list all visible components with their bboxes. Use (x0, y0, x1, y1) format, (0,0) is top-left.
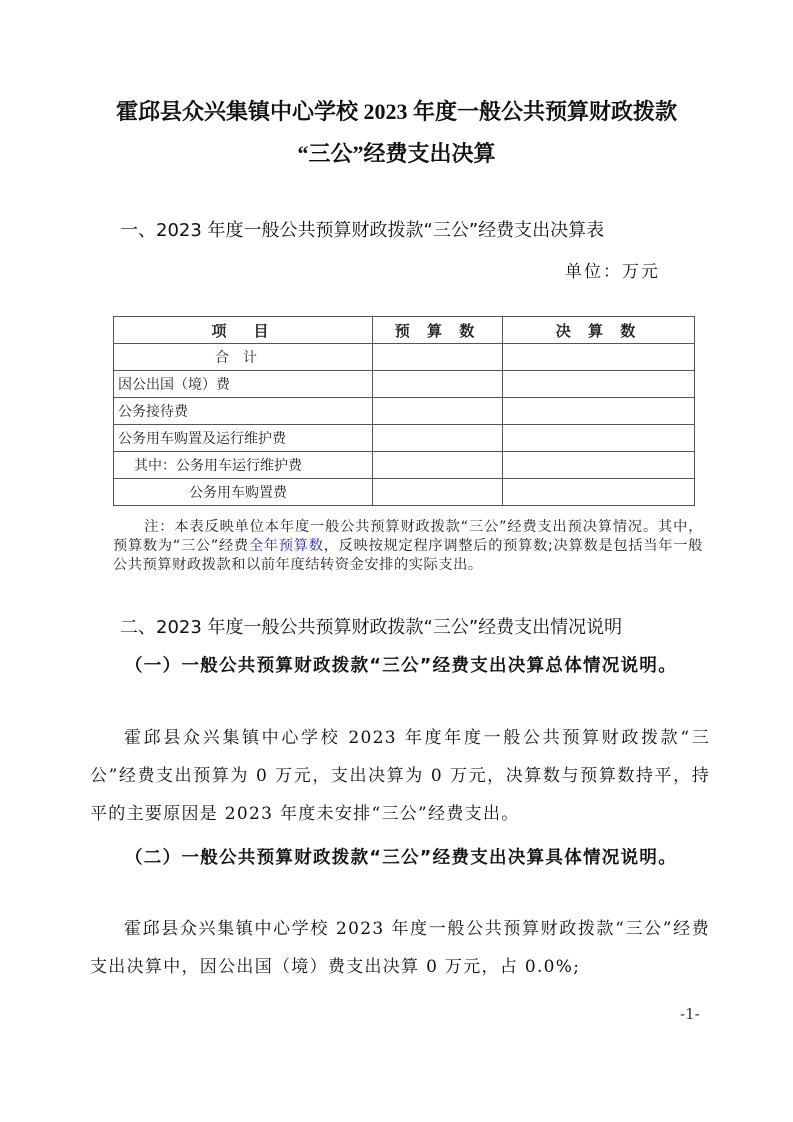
note-text-1: 注：本表反映单位本年度一般公共预算财政拨款“三公”经费支出预决算情况。其中，预算数为“三公”经费 (113, 519, 703, 554)
header-actual: 决 算 数 (503, 317, 695, 344)
note-text-2: ，反映按规定程序调整后的预算数;决算数是包括当年一般公共预算财政拨款和以前年度结转资金安排的实际支出。 (113, 538, 704, 573)
subsection1-paragraph: 霍邱县众兴集镇中心学校 2023 年度年度一般公共预算财政拨款“三公”经费支出预算为 0 万元，支出决算为 0 万元，决算数与预算数持平，持平的主要原因是 2023 年度未安排“三公”经费支出。 (90, 728, 710, 824)
row-budget (373, 371, 503, 398)
table-header-row (114, 317, 695, 344)
row-budget (373, 425, 503, 452)
table-row (114, 398, 695, 425)
table-row (114, 425, 695, 452)
section2-heading: 二、2023 年度一般公共预算财政拨款“三公”经费支出情况说明 (120, 617, 623, 638)
page-number: -1- (680, 1005, 700, 1023)
header-item: 项 目 (114, 317, 373, 344)
row-item: 因公出国（境）费 (114, 371, 373, 398)
row-budget (373, 479, 503, 506)
row-actual (503, 452, 695, 479)
header-budget: 预 算 数 (373, 317, 503, 344)
section1-heading: 一、2023 年度一般公共预算财政拨款“三公”经费支出决算表 (120, 220, 605, 241)
table-row (114, 452, 695, 479)
row-item: 公务用车购置及运行维护费 (114, 425, 373, 452)
document-title-line1: 霍邱县众兴集镇中心学校 2023 年度一般公共预算财政拨款 (115, 99, 677, 124)
row-actual (503, 479, 695, 506)
row-budget (373, 452, 503, 479)
row-actual (503, 425, 695, 452)
row-actual (503, 371, 695, 398)
row-actual (503, 398, 695, 425)
row-item: 公务用车购置费 (114, 479, 373, 506)
table-row (114, 371, 695, 398)
table-row (114, 344, 695, 371)
row-item: 公务接待费 (114, 398, 373, 425)
subsection1-heading: （一）一般公共预算财政拨款“三公”经费支出决算总体情况说明。 (125, 656, 678, 676)
row-budget (373, 398, 503, 425)
unit-label: 单位：万元 (565, 262, 660, 282)
subsection2-paragraph: 霍邱县众兴集镇中心学校 2023 年度一般公共预算财政拨款“三公”经费支出决算中，因公出国（境）费支出决算 0 万元，占 0.0%; (90, 919, 710, 977)
table-row (114, 479, 695, 506)
row-budget (373, 344, 503, 371)
row-item: 合计 (114, 344, 373, 371)
three-public-expenses-table (113, 316, 695, 506)
document-title-line2: “三公”经费支出决算 (297, 141, 496, 166)
subsection2-heading: （二）一般公共预算财政拨款“三公”经费支出决算具体情况说明。 (125, 848, 678, 868)
row-item: 其中：公务用车运行维护费 (114, 452, 373, 479)
row-actual (503, 344, 695, 371)
table-note (113, 518, 703, 575)
note-link-annual-budget[interactable]: 全年预算数 (248, 538, 324, 554)
